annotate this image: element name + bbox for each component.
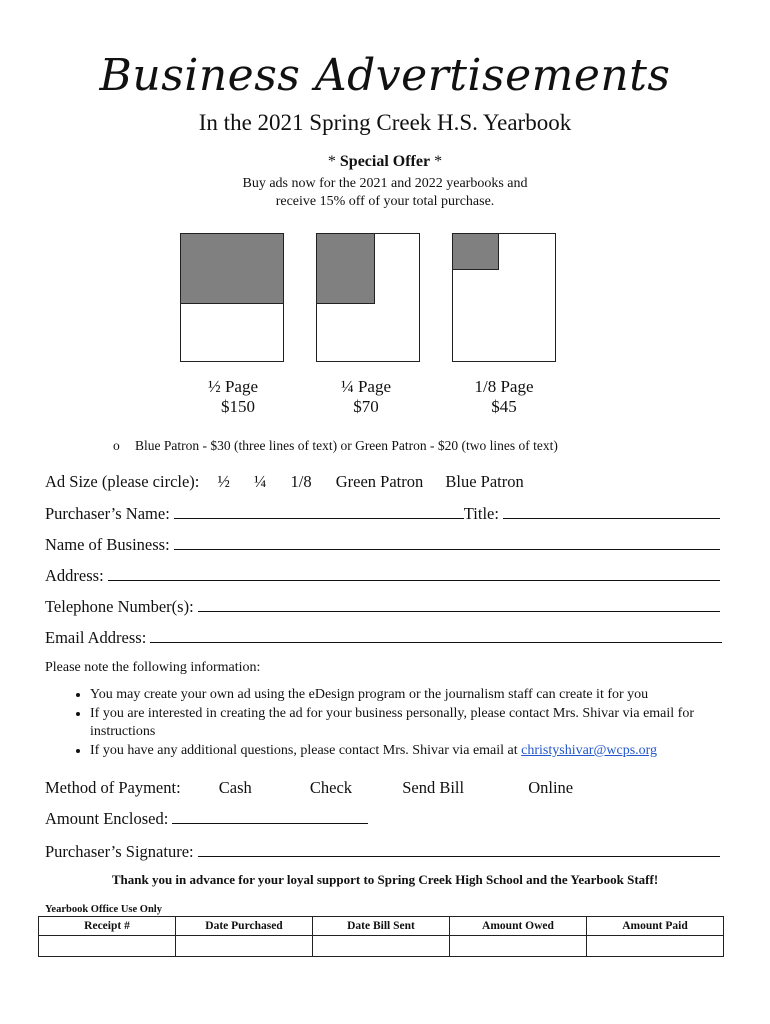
contact-text: If you have any additional questions, please contact Mrs. Shivar via email at [90,743,522,758]
title-field[interactable] [503,504,720,519]
half-page-price: $150 [221,397,255,416]
payment-option-cash[interactable]: Cash [218,778,252,797]
page-subtitle: In the 2021 Spring Creek H.S. Yearbook [198,110,572,135]
payment-method-row [45,778,573,798]
quarter-page-ad-diagram [316,233,420,362]
telephone-label: Telephone Number(s): [45,597,194,616]
email-row [45,628,722,648]
cell-receipt[interactable] [39,936,176,957]
office-use-table [38,916,724,957]
special-offer-heading [0,153,770,171]
half-page-ad-diagram [180,233,284,362]
half-page-label [173,377,293,417]
page-title: Business Advertisements [99,50,671,101]
quarter-page-price: $70 [353,397,379,416]
telephone-field[interactable] [198,597,720,612]
header-amount-owed: Amount Owed [450,917,587,936]
note-item: • You may create your own ad using the eDesign program or the journalism staff can create it for you [90,686,730,704]
ad-size-row [45,472,524,492]
address-field[interactable] [108,566,720,581]
special-offer-text [0,175,770,211]
signature-row [45,842,720,862]
half-page-ad-fill [181,234,283,304]
business-name-label: Name of Business: [45,535,170,554]
cell-date-purchased[interactable] [176,936,313,957]
cell-amount-paid[interactable] [587,936,724,957]
note-item: • If you are interested in creating the ad for your business personally, please contact Mrs. Shivar via email for instructions [90,705,730,741]
offer-line-1: Buy ads now for the 2021 and 2022 yearbooks and [242,176,528,191]
offer-heading-text: Special Offer [339,153,431,170]
ad-size-option-eighth[interactable]: 1/8 [290,472,312,491]
office-table-header-row [39,917,724,936]
note-item-contact [90,742,730,760]
contact-email-link[interactable]: christyshivar@wcps.org [521,743,658,758]
email-field[interactable] [150,628,722,643]
address-row [45,566,720,586]
address-label: Address: [45,566,104,585]
cell-amount-owed[interactable] [450,936,587,957]
quarter-page-size: ¼ Page [340,377,392,396]
ad-size-option-half[interactable]: ½ [217,472,230,491]
purchaser-name-label: Purchaser’s Name: [45,504,170,523]
ad-size-option-green-patron[interactable]: Green Patron [335,472,424,491]
amount-enclosed-field[interactable] [172,809,368,824]
thank-you-note: Thank you in advance for your loyal support to Spring Creek High School and the Yearbook Staff! [111,872,659,887]
header-date-purchased: Date Purchased [176,917,313,936]
business-name-field[interactable] [174,535,720,550]
email-label: Email Address: [45,628,147,647]
cell-date-bill-sent[interactable] [313,936,450,957]
office-table-row [39,936,724,957]
eighth-page-label [444,377,564,417]
patron-option [113,438,558,454]
eighth-page-size: 1/8 Page [474,377,534,396]
patron-bullet: o [113,438,120,453]
header-receipt: Receipt # [39,917,176,936]
purchaser-name-row [45,504,720,524]
eighth-page-ad-fill [453,234,499,270]
offer-prefix: * [327,153,340,170]
half-page-size: ½ Page [207,377,259,396]
purchaser-name-field[interactable] [174,504,464,519]
notes-list [62,686,730,761]
ad-size-label: Ad Size (please circle): [45,472,200,491]
offer-line-2: receive 15% off of your total purchase. [275,194,495,209]
quarter-page-label [306,377,426,417]
offer-suffix: * [430,153,443,170]
payment-option-check[interactable]: Check [309,778,353,797]
eighth-page-price: $45 [491,397,517,416]
header-amount-paid: Amount Paid [587,917,724,936]
business-name-row [45,535,720,555]
payment-option-send-bill[interactable]: Send Bill [402,778,465,797]
payment-method-label: Method of Payment: [45,778,181,797]
telephone-row [45,597,720,617]
office-use-label: Yearbook Office Use Only [45,904,162,915]
signature-label: Purchaser’s Signature: [45,842,194,861]
amount-enclosed-row [45,809,368,829]
notes-heading: Please note the following information: [45,660,261,675]
title-label: Title: [463,504,499,523]
header-date-bill-sent: Date Bill Sent [313,917,450,936]
quarter-page-ad-fill [317,234,375,304]
patron-option-text: Blue Patron - $30 (three lines of text) or Green Patron - $20 (two lines of text) [135,438,558,453]
amount-enclosed-label: Amount Enclosed: [45,809,169,828]
signature-field[interactable] [198,842,720,857]
payment-option-online[interactable]: Online [528,778,574,797]
ad-size-option-blue-patron[interactable]: Blue Patron [445,472,524,491]
ad-size-option-quarter[interactable]: ¼ [254,472,267,491]
eighth-page-ad-diagram [452,233,556,362]
